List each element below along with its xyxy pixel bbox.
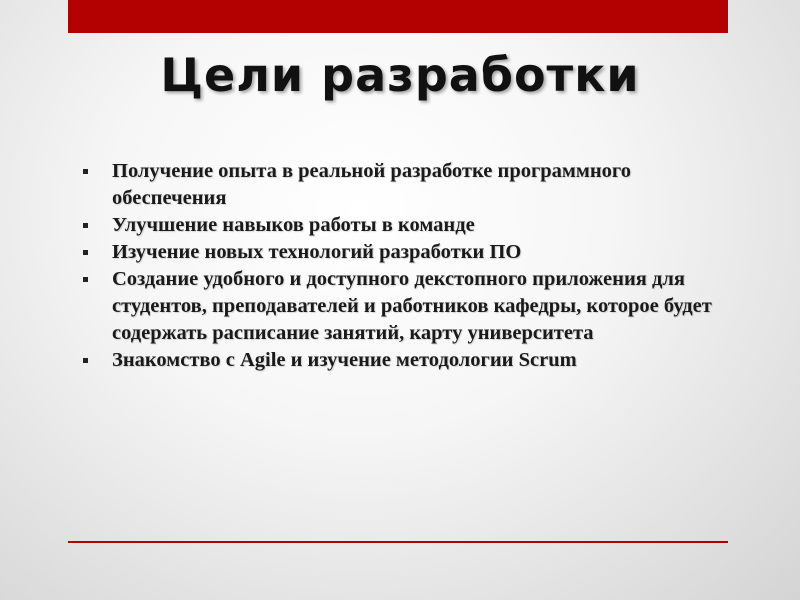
- square-bullet-icon: [83, 277, 88, 282]
- bullet-item: [80, 239, 740, 266]
- bottom-accent-line: [68, 541, 728, 543]
- bullet-list: [80, 158, 740, 374]
- top-accent-bar: [68, 0, 728, 33]
- square-bullet-icon: [83, 223, 88, 228]
- bullet-text: Улучшение навыков работы в команде: [112, 214, 475, 236]
- square-bullet-icon: [83, 250, 88, 255]
- bullet-text: Получение опыта в реальной разработке программного обеспечения: [112, 160, 631, 209]
- square-bullet-icon: [83, 169, 88, 174]
- square-bullet-icon: [83, 358, 88, 363]
- bullet-text: Изучение новых технологий разработки ПО: [112, 241, 522, 263]
- bullet-text: Создание удобного и доступного декстопного приложения для студентов, преподавателей и работников кафедры, которое будет содержать расписание занятий, карту университета: [112, 268, 712, 344]
- bullet-text: Знакомство с Agile и изучение методологии Scrum: [112, 349, 577, 371]
- bullet-item: [80, 266, 740, 347]
- bullet-item: [80, 212, 740, 239]
- bullet-item: [80, 347, 740, 374]
- bullet-item: [80, 158, 740, 212]
- slide-title: Цели разработки: [160, 48, 640, 102]
